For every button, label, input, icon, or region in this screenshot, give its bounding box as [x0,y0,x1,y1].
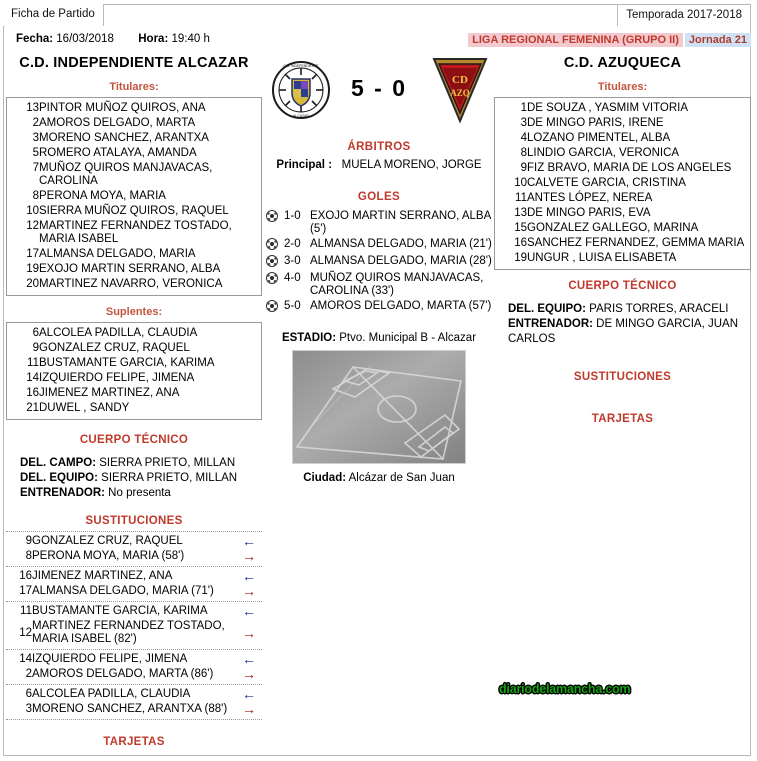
football-pitch-photo [292,350,466,464]
substitution-number: 12 [19,626,32,639]
substitution-in-row [6,569,262,584]
goal-row [266,299,492,316]
player-name: PERONA MOYA, MARIA [39,190,166,202]
away-staff-list [494,302,751,347]
player-number: 11 [515,192,527,204]
arbitros-label: ÁRBITROS [347,141,411,153]
player-number: 4 [520,132,527,144]
staff-person: No presenta [104,487,171,499]
goal-scorer: ALMANSA DELGADO, MARIA (28') [310,255,492,267]
substitution-out-row [6,667,262,682]
away-team-name: C.D. AZUQUECA [563,55,682,71]
player-name: ALMANSA DELGADO, MARIA [39,248,196,260]
player-name: GONZALEZ CRUZ, RAQUEL [39,342,190,354]
player-name: CALVETE GARCIA, CRISTINA [527,177,686,189]
substitution-player-name: GONZALEZ CRUZ, RAQUEL [32,535,183,547]
player-name: MARTINEZ NAVARRO, VERONICA [39,278,223,290]
home-tarjetas-label: TARJETAS [103,736,165,748]
player-name: ANTES LÓPEZ, NEREA [527,192,653,204]
away-titulares-table [497,101,748,266]
arrow-in-icon: ← [242,533,256,549]
substitution-in-row [6,534,262,549]
score-display: 5 - 0 [350,75,408,101]
substitution-pair [6,650,262,685]
competition-banner [468,32,751,48]
player-name: LINDIO GARCIA, VERONICA [527,147,680,159]
svg-text:ALCAZAR: ALCAZAR [293,114,309,118]
goals-table [266,209,492,316]
fecha-label: Fecha: [16,33,54,45]
player-number: 9 [520,162,527,174]
home-suplentes-box [6,322,262,420]
svg-text:C.D. INDEPENDIENTE: C.D. INDEPENDIENTE [283,64,319,68]
staff-role: DEL. EQUIPO: [20,472,98,484]
player-row [9,262,259,277]
away-sustituciones-label: SUSTITUCIONES [573,371,672,383]
player-row [497,131,748,146]
arrow-out-icon: → [242,624,256,641]
home-titulares-table [9,101,259,292]
goal-scorer: EXOJO MARTIN SERRANO, ALBA (5') [310,210,491,235]
player-name: BUSTAMANTE GARCIA, KARIMA [39,357,215,369]
substitution-out-row [6,584,262,599]
player-row [9,116,259,131]
player-row [9,341,259,356]
match-date-time [16,33,210,45]
player-number: 3 [32,132,39,144]
football-icon [266,254,284,271]
substitution-player-name: IZQUIERDO FELIPE, JIMENA [32,653,188,665]
substitution-pair [6,602,262,650]
player-name: LOZANO PIMENTEL, ALBA [527,132,671,144]
site-watermark: diariodelamancha.com [499,682,631,696]
home-titulares-box [6,97,262,296]
arrow-out-icon: → [242,548,256,564]
player-name: MUÑOZ QUIROS MANJAVACAS, CAROLINA [39,162,213,187]
staff-row [6,471,262,486]
player-name: UNGUR , LUISA ELISABETA [527,252,677,264]
player-number: 5 [32,147,39,159]
substitution-pair [6,685,262,720]
football-icon [266,237,284,254]
player-number: 12 [26,220,39,232]
staff-person: PARIS TORRES, ARACELI [585,303,729,315]
substitution-number: 6 [25,688,32,700]
substitution-table [6,534,262,564]
player-number: 13 [514,207,527,219]
home-team-column [6,55,262,752]
svg-text:AZQ: AZQ [450,88,470,98]
player-number: 7 [32,162,39,174]
substitution-player-name: AMOROS DELGADO, MARTA (86') [32,668,214,680]
tab-ficha-label: Ficha de Partido [11,8,95,20]
player-row [9,247,259,262]
player-row [9,189,259,204]
player-row [497,116,748,131]
player-row [9,146,259,161]
player-name: AMOROS DELGADO, MARTA [39,117,196,129]
player-name: DE MINGO PARIS, EVA [527,207,651,219]
player-number: 11 [27,357,39,369]
goles-label: GOLES [357,191,401,203]
player-number: 15 [514,222,527,234]
svg-text:CD: CD [452,74,468,86]
staff-person: DE MINGO GARCIA, JUAN CARLOS [508,318,739,345]
goal-score: 1-0 [284,210,301,222]
substitution-table [6,604,262,647]
home-cuerpo-tecnico-label: CUERPO TÉCNICO [79,434,189,446]
staff-row [6,456,262,471]
away-titulares-label: Titulares: [597,81,648,93]
estadio-label: ESTADIO: [281,332,337,344]
player-name: DUWEL , SANDY [39,402,130,414]
goal-row [266,271,492,299]
home-titulares-label: Titulares: [109,81,159,93]
substitution-player-name: BUSTAMANTE GARCIA, KARIMA [32,605,208,617]
player-name: ALCOLEA PADILLA, CLAUDIA [39,327,198,339]
player-row [9,371,259,386]
arrow-in-icon: ← [242,603,256,619]
player-number: 13 [26,102,39,114]
substitution-out-row [6,549,262,564]
hora-label: Hora: [138,33,169,45]
player-row [497,236,748,251]
player-number: 17 [26,248,39,260]
referee-main [266,159,492,171]
goal-row [266,209,492,237]
substitution-player-name: ALCOLEA PADILLA, CLAUDIA [32,688,191,700]
player-number: 16 [514,237,527,249]
goal-scorer: MUÑOZ QUIROS MANJAVACAS, CAROLINA (33') [310,272,484,297]
player-row [497,146,748,161]
player-row [497,176,748,191]
player-name: DE MINGO PARIS, IRENE [527,117,664,129]
home-sustituciones-label: SUSTITUCIONES [85,515,183,527]
football-icon [266,271,284,299]
substitution-table [6,687,262,717]
player-name: GONZALEZ GALLEGO, MARINA [527,222,699,234]
substitution-number: 8 [25,550,32,562]
city-line [266,472,492,484]
matchday-badge: Jornada 21 [685,33,751,47]
player-number: 3 [520,117,527,129]
player-row [9,401,259,416]
substitution-pair [6,531,262,567]
goal-scorer: ALMANSA DELGADO, MARIA (21') [310,238,492,250]
player-name: MORENO SANCHEZ, ARANTXA [39,132,209,144]
substitution-number: 2 [25,668,32,680]
staff-row [494,302,751,317]
player-row [9,386,259,401]
player-row [497,221,748,236]
goal-score: 4-0 [284,272,301,284]
arrow-out-icon: → [242,583,256,599]
substitution-in-row [6,604,262,619]
center-column [266,55,492,484]
substitution-number: 17 [19,585,32,597]
player-name: ROMERO ATALAYA, AMANDA [39,147,197,159]
referee-name: MUELA MORENO, JORGE [341,159,482,171]
away-titulares-box [494,97,751,270]
ciudad-label: Ciudad: [303,472,347,484]
substitution-in-row [6,652,262,667]
tab-ficha-de-partido[interactable] [3,4,104,26]
player-number: 6 [32,327,39,339]
tab-temporada[interactable] [617,4,751,26]
hora-value: 19:40 h [171,33,210,45]
player-row [497,206,748,221]
player-name: FIZ BRAVO, MARIA DE LOS ANGELES [527,162,732,174]
player-number: 8 [32,190,39,202]
substitution-number: 16 [19,570,32,582]
match-header-row [0,33,757,53]
ciudad-value: Alcázar de San Juan [348,472,455,484]
player-number: 10 [26,205,39,217]
substitution-out-row [6,702,262,717]
home-suplentes-label: Suplentes: [105,306,163,318]
player-name: SIERRA MUÑOZ QUIROS, RAQUEL [39,205,229,217]
tab-temporada-label: Temporada 2017-2018 [626,9,742,21]
substitution-player-name: MORENO SANCHEZ, ARANTXA (88') [32,703,228,715]
player-number: 8 [520,147,527,159]
home-staff-list [6,456,262,501]
player-row [9,131,259,146]
player-row [497,101,748,116]
player-number: 1 [520,102,527,114]
substitution-number: 3 [25,703,32,715]
goal-scorer: AMOROS DELGADO, MARTA (57') [310,300,492,312]
away-tarjetas-label: TARJETAS [591,413,654,425]
goal-score: 3-0 [284,255,301,267]
goal-score: 5-0 [284,300,301,312]
player-name: JIMENEZ MARTINEZ, ANA [39,387,180,399]
substitution-player-name: MARTINEZ FERNANDEZ TOSTADO, MARIA ISABEL (82') [32,620,225,645]
player-number: 14 [26,372,39,384]
player-number: 21 [26,402,39,414]
substitution-in-row [6,687,262,702]
player-row [9,219,259,247]
tab-strip [3,4,751,26]
substitution-player-name: PERONA MOYA, MARIA (58') [32,550,185,562]
player-row [497,251,748,266]
staff-role: DEL. EQUIPO: [508,303,586,315]
player-name: EXOJO MARTIN SERRANO, ALBA [39,263,221,275]
player-row [9,204,259,219]
away-crest-icon [428,55,492,125]
substitution-player-name: ALMANSA DELGADO, MARIA (71') [32,585,214,597]
football-icon [266,209,284,237]
staff-role: ENTRENADOR: [20,487,105,499]
player-number: 16 [26,387,39,399]
substitution-number: 14 [19,653,32,665]
arrow-out-icon: → [242,701,256,717]
goal-row [266,237,492,254]
player-row [9,277,259,292]
player-number: 19 [514,252,527,264]
away-team-column [494,55,751,429]
arrow-in-icon: ← [242,568,256,584]
staff-role: ENTRENADOR: [508,318,593,330]
estadio-value: Ptvo. Municipal B - Alcazar [339,332,477,344]
player-name: IZQUIERDO FELIPE, JIMENA [39,372,195,384]
player-number: 2 [32,117,39,129]
goal-score: 2-0 [284,238,301,250]
player-name: MARTINEZ FERNANDEZ TOSTADO, MARIA ISABEL [39,220,232,245]
goal-row [266,254,492,271]
staff-role: DEL. CAMPO: [20,457,97,469]
stadium-line [266,332,492,344]
player-row [9,326,259,341]
home-substitutions-list [6,531,262,720]
arrow-in-icon: ← [242,651,256,667]
staff-person: SIERRA PRIETO, MILLAN [97,472,238,484]
home-team-name: C.D. INDEPENDIENTE ALCAZAR [19,55,249,71]
substitution-table [6,652,262,682]
player-number: 20 [26,278,39,290]
player-number: 19 [26,263,39,275]
staff-person: SIERRA PRIETO, MILLAN [96,457,236,469]
referee-role-label: Principal : [276,159,333,171]
arrow-out-icon: → [242,666,256,682]
substitution-pair [6,567,262,602]
player-row [497,191,748,206]
scoreboard [266,55,492,131]
player-number: 9 [32,342,39,354]
arrow-in-icon: ← [242,686,256,702]
player-row [9,101,259,116]
player-row [497,161,748,176]
substitution-number: 11 [20,605,32,617]
competition-name: LIGA REGIONAL FEMENINA (GRUPO II) [468,33,683,47]
staff-row [494,317,751,347]
away-cuerpo-tecnico-label: CUERPO TÉCNICO [568,280,677,292]
substitution-out-row [6,619,262,647]
player-row [9,356,259,371]
substitution-table [6,569,262,599]
staff-row [6,486,262,501]
player-row [9,161,259,189]
player-name: PINTOR MUÑOZ QUIROS, ANA [39,102,206,114]
substitution-player-name: JIMENEZ MARTINEZ, ANA [32,570,173,582]
player-name: SANCHEZ FERNANDEZ, GEMMA MARIA [527,237,745,249]
player-name: DE SOUZA , YASMIM VITORIA [527,102,689,114]
football-icon [266,299,284,316]
fecha-value: 16/03/2018 [56,33,114,45]
player-number: 10 [514,177,527,189]
home-suplentes-table [9,326,259,416]
substitution-number: 9 [25,535,32,547]
